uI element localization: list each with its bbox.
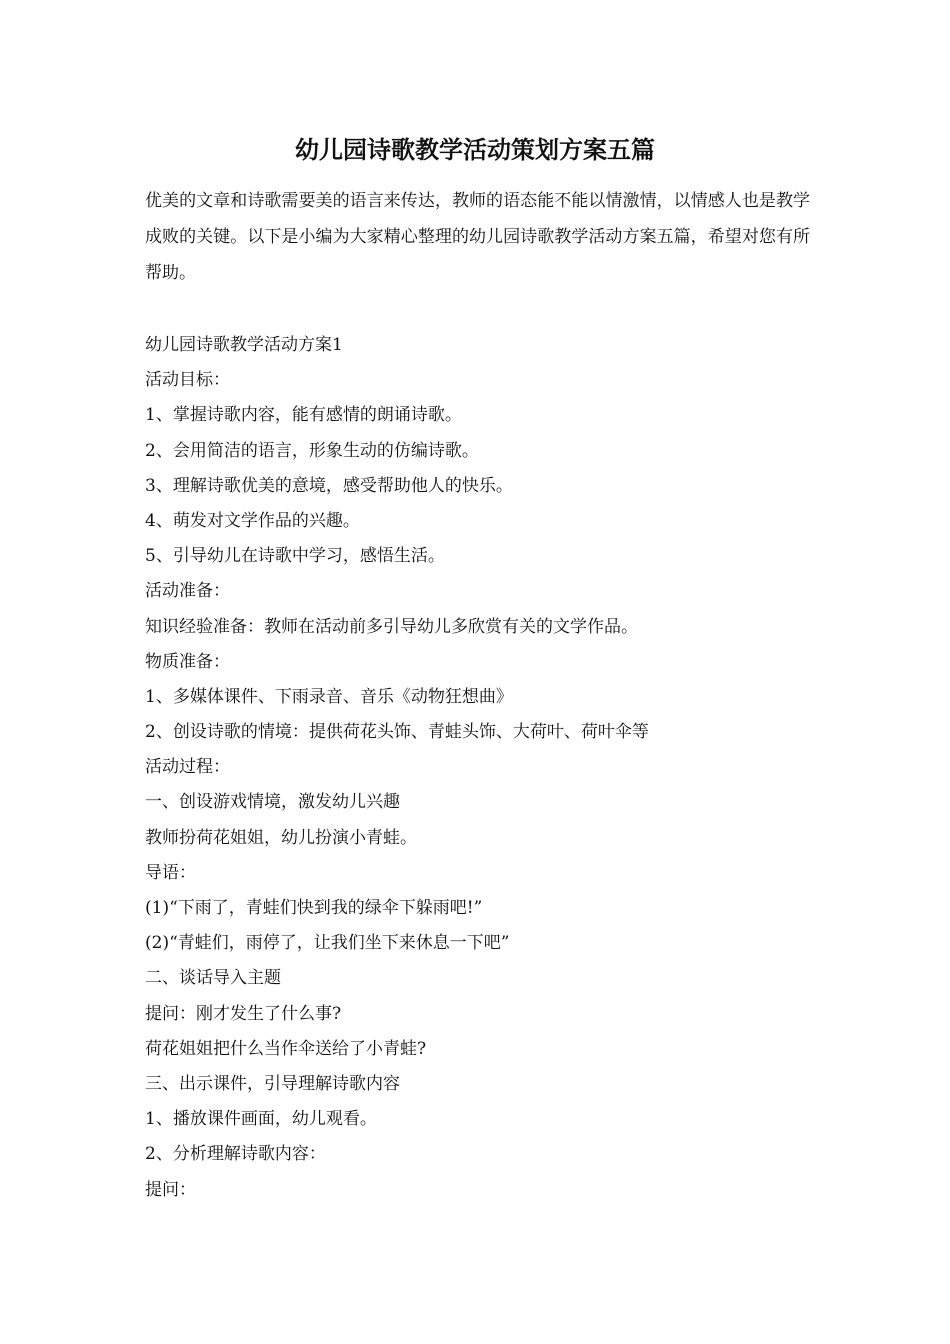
text-line: 提问：刚才发生了什么事? (145, 1003, 342, 1024)
text-line: 活动过程： (145, 757, 230, 778)
text-line: 荷花姐姐把什么当作伞送给了小青蛙? (145, 1038, 427, 1059)
text-line: (1)“下雨了，青蛙们快到我的绿伞下躲雨吧!” (145, 898, 483, 918)
text-line: 5、引导幼儿在诗歌中学习，感悟生活。 (145, 546, 445, 567)
text-line: 一、创设游戏情境，激发幼儿兴趣 (145, 792, 400, 813)
text-line: 2、创设诗歌的情境：提供荷花头饰、青蛙头饰、大荷叶、荷叶伞等 (145, 722, 649, 743)
text-line: 1、播放课件画面，幼儿观看。 (145, 1109, 377, 1130)
text-line: 幼儿园诗歌教学活动方案1 (145, 335, 343, 355)
body-lines (145, 328, 825, 1208)
text-line: 4、萌发对文学作品的兴趣。 (145, 510, 360, 531)
text-line: 2、会用简洁的语言，形象生动的仿编诗歌。 (145, 440, 479, 461)
text-line: 活动准备： (145, 581, 230, 602)
text-line: 1、掌握诗歌内容，能有感情的朗诵诗歌。 (145, 405, 462, 426)
text-line: 教师扮荷花姐姐，幼儿扮演小青蛙。 (145, 827, 417, 848)
text-line: 三、出示课件，引导理解诗歌内容 (145, 1073, 400, 1094)
text-line: 2、分析理解诗歌内容： (145, 1144, 326, 1165)
document-title: 幼儿园诗歌教学活动策划方案五篇 (295, 135, 655, 164)
text-line: 活动目标： (145, 370, 230, 391)
text-line: 1、多媒体课件、下雨录音、音乐《动物狂想曲》 (145, 686, 513, 707)
text-line: 二、谈话导入主题 (145, 968, 281, 989)
text-line: 物质准备： (145, 651, 230, 672)
text-line: (2)“青蛙们，雨停了，让我们坐下来休息一下吧” (145, 933, 510, 954)
text-line: 提问： (145, 1179, 196, 1200)
text-line: 3、理解诗歌优美的意境，感受帮助他人的快乐。 (145, 475, 513, 496)
text-line: 导语： (145, 862, 196, 883)
text-line: 知识经验准备：教师在活动前多引导幼儿多欣赏有关的文学作品。 (145, 616, 638, 637)
intro-paragraph: 优美的文章和诗歌需要美的语言来传达，教师的语态能不能以情激情，以情感人也是教学成败的关键。以下是小编为大家精心整理的幼儿园诗歌教学活动方案五篇，希望对您有所帮助。 (145, 191, 810, 283)
